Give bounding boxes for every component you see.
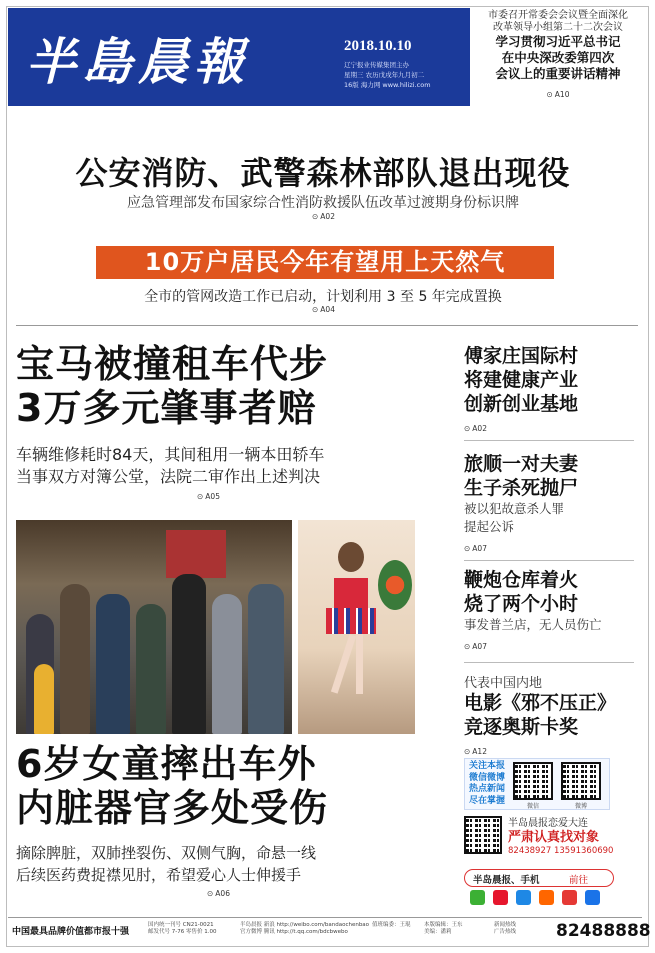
teaser-headline: 学习贯彻习近平总书记 [495, 34, 621, 49]
page-ref: ⊙ A04 [312, 305, 335, 314]
teaser-kicker: 改革领导小组第二十二次会议 [493, 22, 623, 33]
footer-line: 本版编辑：王东 [424, 922, 463, 928]
wechat-qr-code[interactable] [513, 762, 553, 800]
lead-subhead: 应急管理部发布国家综合性消防救援队伍改革过渡期身份标识牌 [127, 195, 519, 211]
column-divider [464, 560, 634, 561]
headline-line: 宝马被撞租车代步 [16, 342, 329, 386]
promo-line: 尽在掌握 [469, 795, 506, 806]
girl-head [338, 542, 364, 572]
qq-icon[interactable] [516, 890, 531, 905]
subhead-line: 当事双方对簿公堂，法院二审作出上述判决 [16, 467, 321, 486]
headline-line: 内脏器官多处受伤 [16, 786, 329, 830]
girl-leg [356, 634, 363, 694]
girl-top [334, 578, 368, 608]
weibo-qr-code[interactable] [561, 762, 601, 800]
weibo-icon[interactable] [493, 890, 508, 905]
footer-info [148, 922, 216, 936]
footer-info [372, 922, 411, 929]
promo-phones: 82438927 13591360690 [508, 846, 614, 856]
person-figure [248, 584, 284, 734]
kicker-label: 代表中国内地 [464, 676, 543, 691]
toutiao-icon[interactable] [562, 890, 577, 905]
column-divider [464, 662, 634, 663]
headline-line: 烧了两个小时 [464, 593, 579, 615]
girl-subhead [16, 842, 436, 886]
footer-line: 国内统一刊号 CN21-0021 [148, 922, 214, 928]
promo-slogan: 严肃认真找对象 [508, 830, 600, 845]
headline-line: 电影《邪不压正》 [464, 692, 617, 714]
headline-line: 生子杀死抛尸 [464, 477, 579, 499]
footer-line: 广告热线 [494, 929, 517, 935]
person-figure [172, 574, 206, 734]
mobile-app-bar[interactable] [464, 869, 614, 887]
subhead-line: 被以犯故意杀人罪 [464, 501, 565, 516]
app-icon[interactable] [585, 890, 600, 905]
headline-line: 旅顺一对夫妻 [464, 453, 579, 475]
accident-scene-photo [16, 520, 292, 734]
subhead-line: 车辆维修耗时84天，其间租用一辆本田轿车 [16, 445, 325, 464]
lead-headline[interactable]: 公安消防、武警森林部队退出现役 [75, 154, 571, 192]
footer-line: 值班编委：王琨 [372, 922, 411, 928]
page-ref: ⊙ A02 [464, 424, 487, 433]
headline-line: 将建健康产业 [464, 369, 579, 391]
headline-line: 6岁女童摔出车外 [16, 742, 317, 786]
masthead-info [344, 60, 464, 90]
footer-line: 邮发代号 7-76 零售价 1.00 [148, 929, 217, 935]
issue-date: 2018.10.10 [344, 38, 412, 54]
app-icons [470, 890, 620, 908]
bmw-headline[interactable] [16, 342, 436, 430]
wechat-icon[interactable] [470, 890, 485, 905]
app-icon[interactable] [539, 890, 554, 905]
masthead [8, 8, 470, 106]
go-button[interactable]: 前往 [569, 875, 589, 886]
newspaper-logo: 半島晨報 [26, 32, 250, 91]
subhead-line: 提起公诉 [464, 519, 515, 534]
dating-promo[interactable] [464, 814, 642, 868]
section-divider [16, 325, 638, 326]
page-ref: ⊙ A05 [197, 492, 220, 501]
headline-line: 竞逐奥斯卡奖 [464, 716, 579, 738]
teaser-kicker: 市委召开常委会会议暨全面深化 [488, 10, 628, 21]
footer [8, 917, 651, 945]
masthead-info-line: 星期三 农历戊戌年九月初二 [344, 71, 425, 79]
teaser-headline: 会议上的重要讲话精神 [495, 66, 621, 81]
person-figure [212, 594, 242, 734]
masthead-info-line: 辽宁报业传媒集团主办 [344, 61, 409, 69]
footer-line: 半岛晨报 新浪 http://weibo.com/bandaochenbao [240, 922, 370, 928]
girl-skirt [326, 608, 376, 634]
subhead-line: 摘除脾脏，双肺挫裂伤、双侧气胸，命悬一线 [16, 844, 317, 862]
promo-line: 热点新闻 [469, 784, 506, 794]
headline-line: 创新创业基地 [464, 393, 579, 415]
footer-line: 美编：潘莉 [424, 929, 452, 935]
person-figure [136, 604, 166, 734]
girl-portrait-photo [298, 520, 415, 734]
person-figure [60, 584, 90, 734]
person-figure [96, 594, 130, 734]
bmw-subhead [16, 444, 436, 488]
page-ref: ⊙ A07 [464, 642, 487, 651]
gas-subhead: 全市的管网改造工作已启动，计划利用 3 至 5 年完成置换 [144, 289, 502, 305]
footer-info [240, 922, 369, 936]
right-story-4[interactable] [464, 672, 642, 758]
headline-line: 傅家庄国际村 [464, 345, 579, 367]
footer-info [494, 922, 516, 936]
red-sign [166, 530, 226, 578]
page-ref: ⊙ A10 [547, 90, 570, 99]
page-ref: ⊙ A07 [464, 544, 487, 553]
footer-line: 新闻热线 [494, 922, 517, 928]
promo-title: 半岛晨报恋爱大连 [508, 818, 588, 829]
subhead-line: 后续医药费捉襟见肘，希望爱心人士伸援手 [16, 866, 302, 884]
column-divider [464, 440, 634, 441]
right-story-2[interactable] [464, 452, 642, 555]
girl-leg [331, 634, 356, 693]
footer-brand: 中国最具品牌价值都市报十强 [12, 927, 130, 937]
follow-promo[interactable] [464, 758, 610, 810]
girl-headline[interactable] [16, 742, 436, 830]
subhead-line: 事发普兰店，无人员伤亡 [464, 617, 602, 632]
headline-line: 鞭炮仓库着火 [464, 569, 579, 591]
flowers [378, 560, 412, 610]
promo-line: 微信微博 [469, 772, 506, 783]
right-story-3[interactable] [464, 568, 642, 653]
mobile-label: 半岛晨报、手机 [473, 875, 540, 886]
page-ref: ⊙ A02 [312, 212, 335, 221]
child-figure [34, 664, 54, 734]
page-ref: ⊙ A06 [207, 889, 230, 898]
right-story-1[interactable] [464, 344, 642, 435]
promo-text [469, 761, 511, 807]
qr-label: 微信 [527, 803, 540, 810]
footer-line: 官方微博 腾讯 http://t.qq.com/bdcbwebo [240, 929, 348, 935]
qr-label: 微博 [575, 803, 588, 810]
footer-info [424, 922, 463, 936]
page-ref: ⊙ A12 [464, 747, 487, 756]
dating-qr-code[interactable] [464, 816, 502, 854]
top-teaser[interactable] [478, 10, 638, 101]
gas-banner-headline[interactable]: 10万户居民今年有望用上天然气 [96, 246, 554, 279]
headline-line: 3万多元肇事者赔 [16, 386, 317, 430]
masthead-info-line: 16版 海力网 www.hilizi.com [344, 81, 431, 89]
hotline-number: 82488888 [556, 921, 651, 941]
teaser-headline: 在中央深改委第四次 [501, 50, 615, 65]
promo-line: 关注本报 [469, 761, 506, 771]
